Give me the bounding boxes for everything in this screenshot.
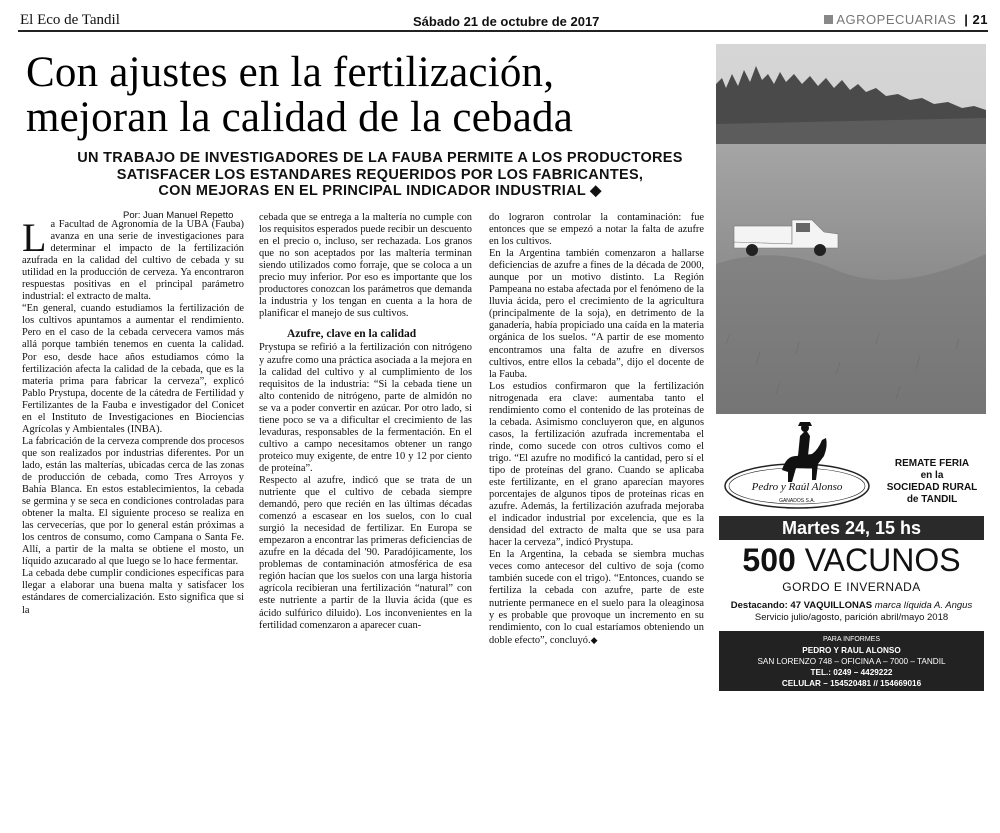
brand-subtitle: GANADOS S.A. bbox=[779, 498, 815, 504]
issue-date: Sábado 21 de octubre de 2017 bbox=[413, 14, 600, 29]
article-column-3 bbox=[489, 212, 704, 647]
subheading: Azufre, clave en la calidad bbox=[287, 328, 417, 341]
deck-line-1: UN TRABAJO DE INVESTIGADORES DE LA FAUBA PERMITE A LOS PRODUCTORES bbox=[77, 150, 683, 166]
paragraph: En la Argentina también comenzaron a hallarse deficiencias de azufre a fines de la década de 2000, aunque por un motivo distinto. La Región Pampeana no estaba afectada por el fenómeno de la lluvia ácida, pero el crecimiento de la agricultura (principalmente de la soja), en detrimento de la ganadería, había propiciado una caída en la materia orgánica de los suelos. “A partir de ese momento encontramos una falta de azufre en diversos cultivos, entre ellos la cebada”, dijo el docente de la Fauba. bbox=[489, 248, 704, 380]
paragraph: La cebada debe cumplir condiciones específicas para llegar a elaborar una buena malta y satisfacer los estándares de comercialización. Esto significa que si la bbox=[22, 568, 244, 616]
headline bbox=[26, 50, 716, 140]
remate-line: de TANDIL bbox=[906, 494, 958, 505]
remate-line: en la bbox=[920, 470, 944, 481]
highlight-label: Destacando: bbox=[730, 600, 788, 611]
highlight-info bbox=[719, 600, 984, 624]
paragraph: do lograron controlar la contaminación: fue entonces que se empezó a notar la falta de azufre en los cultivos. bbox=[489, 212, 704, 248]
deck-line-2: SATISFACER LOS ESTANDARES REQUERIDOS POR LOS FABRICANTES, bbox=[116, 166, 644, 183]
headline-line-1: Con ajustes en la fertilización, bbox=[26, 49, 555, 96]
field-photo bbox=[716, 44, 986, 414]
article-column-2 bbox=[259, 212, 472, 632]
paragraph: Respecto al azufre, indicó que se trata de un nutriente que el cultivo de cebada siempre demandó, pero que recién en las últimas décadas comenzó a escasear en los suelos, con lo cual surgió la necesidad de fertilizar. En Europa se empezaron a encontrar las primeras deficiencias de azufre en la década del '90. Paradójicamente, los problemas de contaminación atmosférica de esa región hacían que los suelos con una larga historia agrícola recibieran una fertilización “natural” con este nutriente a partir de la lluvia ácida (que es ácido sulfúrico diluido). Los inconvenientes en la fertilidad comenzaron a aparecer cuan- bbox=[259, 474, 472, 631]
paragraph-text: a Facultad de Agronomía de la UBA (Fauba) avanza en una serie de investigaciones para determinar el impacto de la fertilización azufrada en la calidad del cultivo de cebada y su utilidad en la producción de cerveza. Ya encontraron respuestas positivas en el principal parámetro industrial: el extracto de malta. bbox=[22, 219, 244, 303]
contact-address: SAN LORENZO 748 – OFICINA A – 7000 – TANDIL bbox=[757, 657, 946, 666]
contact-name: PEDRO Y RAUL ALONSO bbox=[802, 646, 901, 655]
cattle-count bbox=[719, 542, 984, 578]
remate-info bbox=[882, 458, 982, 506]
paragraph: Prystupa se refirió a la fertilización con nitrógeno y azufre como una práctica asociada a la mejora en la calidad del cultivo y al cumplimiento de los requisitos de la industria: “Si la cebada tiene un alto contenido de nitrógeno, parte de almidón no se va a poder convertir en azúcar. Por otro lado, si tiene poco se va a dificultar el crecimiento de las levaduras, responsables de la fermentación. En el cultivo a campo necesitamos obtener un rango proteico muy exigente, de entre 10 y 12 por ciento de proteína”. bbox=[259, 342, 472, 474]
auction-date-band: Martes 24, 15 hs bbox=[719, 516, 984, 540]
paragraph-text: En la Argentina, la cebada se siembra muchas veces como antecesor del cultivo de soja (como también sucede con el trigo). “Entonces, cuando se fertiliza la cebada con azufre, parte de este nutriente permanece en el suelo para la oleaginosa y es probable que provoque un incremento en su rendimiento, con lo cual estaríamos obteniendo un doble efecto”, concluyó. bbox=[489, 549, 704, 646]
contact-intro: PARA INFORMES bbox=[822, 636, 881, 643]
diamond-icon: ◆ bbox=[590, 183, 602, 199]
barley-field-truck-image bbox=[716, 44, 986, 414]
publication-name: El Eco de Tandil bbox=[20, 12, 120, 28]
cattle-number: 500 bbox=[742, 542, 796, 578]
paragraph: “En general, cuando estudiamos la fertilización de los cultivos apuntamos a aumentar el rendimiento. Pero en el caso de la cebada cervecera vamos más allá porque también tenemos en cuenta la calidad. Por eso, desde hace años estudiamos cómo la fertilización afecta la calidad de la cebada, que es la materia prima para fabricar la cerveza”, explicó Pablo Prystupa, docente de la cátedra de Fertilidad y Fertilizantes de la Fauba e investigador del Conicet en el Instituto de Investigaciones en Biociencias Agrícolas y Ambientales (INBA). bbox=[22, 303, 244, 435]
deck bbox=[60, 150, 700, 200]
contact-mobile: CELULAR – 154520481 // 154669016 bbox=[781, 679, 922, 688]
deck-line-3: CON MEJORAS EN EL PRINCIPAL INDICADOR INDUSTRIAL bbox=[158, 183, 586, 199]
remate-line: REMATE FERIA bbox=[894, 458, 970, 469]
service-info: Servicio julio/agosto, parición abril/mayo 2018 bbox=[754, 612, 949, 623]
page-number: | 21 bbox=[964, 12, 988, 27]
alonso-logo bbox=[722, 420, 872, 522]
page-header bbox=[18, 4, 988, 34]
headline-line-2: mejoran la calidad de la cebada bbox=[26, 94, 573, 141]
highlight-rest: marca líquida A. Angus bbox=[874, 600, 973, 611]
contact-phone: TEL.: 0249 – 4429222 bbox=[810, 668, 893, 677]
auction-advertisement bbox=[716, 416, 986, 691]
section-square-icon bbox=[824, 15, 833, 24]
remate-line: SOCIEDAD RURAL bbox=[886, 482, 978, 493]
cattle-label: VACUNOS bbox=[804, 542, 961, 578]
paragraph: Los estudios confirmaron que la fertilización nitrogenada era clave: aumentaba tanto el rendimiento como el contenido de las proteínas de la cebada. Asimismo concluyeron que, en algunos casos, la fertilización azufrada incrementaba el rinde, como sucede con otros cultivos como el trigo. “El azufre no modificó la cantidad, pero sí el tipo de proteínas del grano. Cuando se aplicaba este fertilizante, en el grano aparecían mayores porcentajes de algunos tipos de proteínas ricas en azufre. Además, la fertilización azufrada mejoraba el indicador industrial por excelencia, que es la densidad del extracto de malta que se usa para hacer la cerveza”, indicó Prystupa. bbox=[489, 380, 704, 549]
highlight-bold: 47 VAQUILLONAS bbox=[790, 600, 873, 611]
drop-cap: L bbox=[22, 215, 47, 260]
gaucho-horse-logo-icon bbox=[722, 420, 872, 522]
paragraph: La fabricación de la cerveza comprende dos procesos que son realizados por industrias diferentes. Por un lado, están las malterías, ubicadas cerca de las zonas de producción de cebada, como Tres Arroyos y Bahía Blanca. En estos establecimientos, la cebada se germina y se seca en condiciones controladas para obtener la malta. El siguiente proceso se realiza en las cervecerías, que por lo general están próximas a los centros de consumo, como Campana o Santa Fe. Allí, a partir de la malta se obtiene el mosto, un líquido azucarado al que luego se lo hace fermentar. bbox=[22, 435, 244, 568]
cattle-category: GORDO E INVERNADA bbox=[782, 580, 921, 594]
paragraph: cebada que se entrega a la maltería no cumple con los requisitos esperados puede recibir un descuento en el precio o, incluso, ser rechazada. Los granos que no son aceptados por las maltería terminan siendo utilizados como forraje, que se coloca a un precio muy inferior. Por eso es importante que los productores conozcan los parámetros que demanda la industria y los tengan en cuenta a la hora de planificar el manejo de sus cultivos. bbox=[259, 212, 472, 320]
section-name: AGROPECUARIAS bbox=[836, 12, 957, 27]
header-rule bbox=[18, 30, 988, 32]
section-label bbox=[824, 12, 988, 27]
contact-box bbox=[719, 631, 984, 691]
paragraph bbox=[489, 549, 704, 646]
brand-name: Pedro y Raúl Alonso bbox=[751, 481, 843, 493]
end-mark-icon: ◆ bbox=[590, 634, 598, 645]
byline: Por: Juan Manuel Repetto bbox=[123, 210, 234, 221]
